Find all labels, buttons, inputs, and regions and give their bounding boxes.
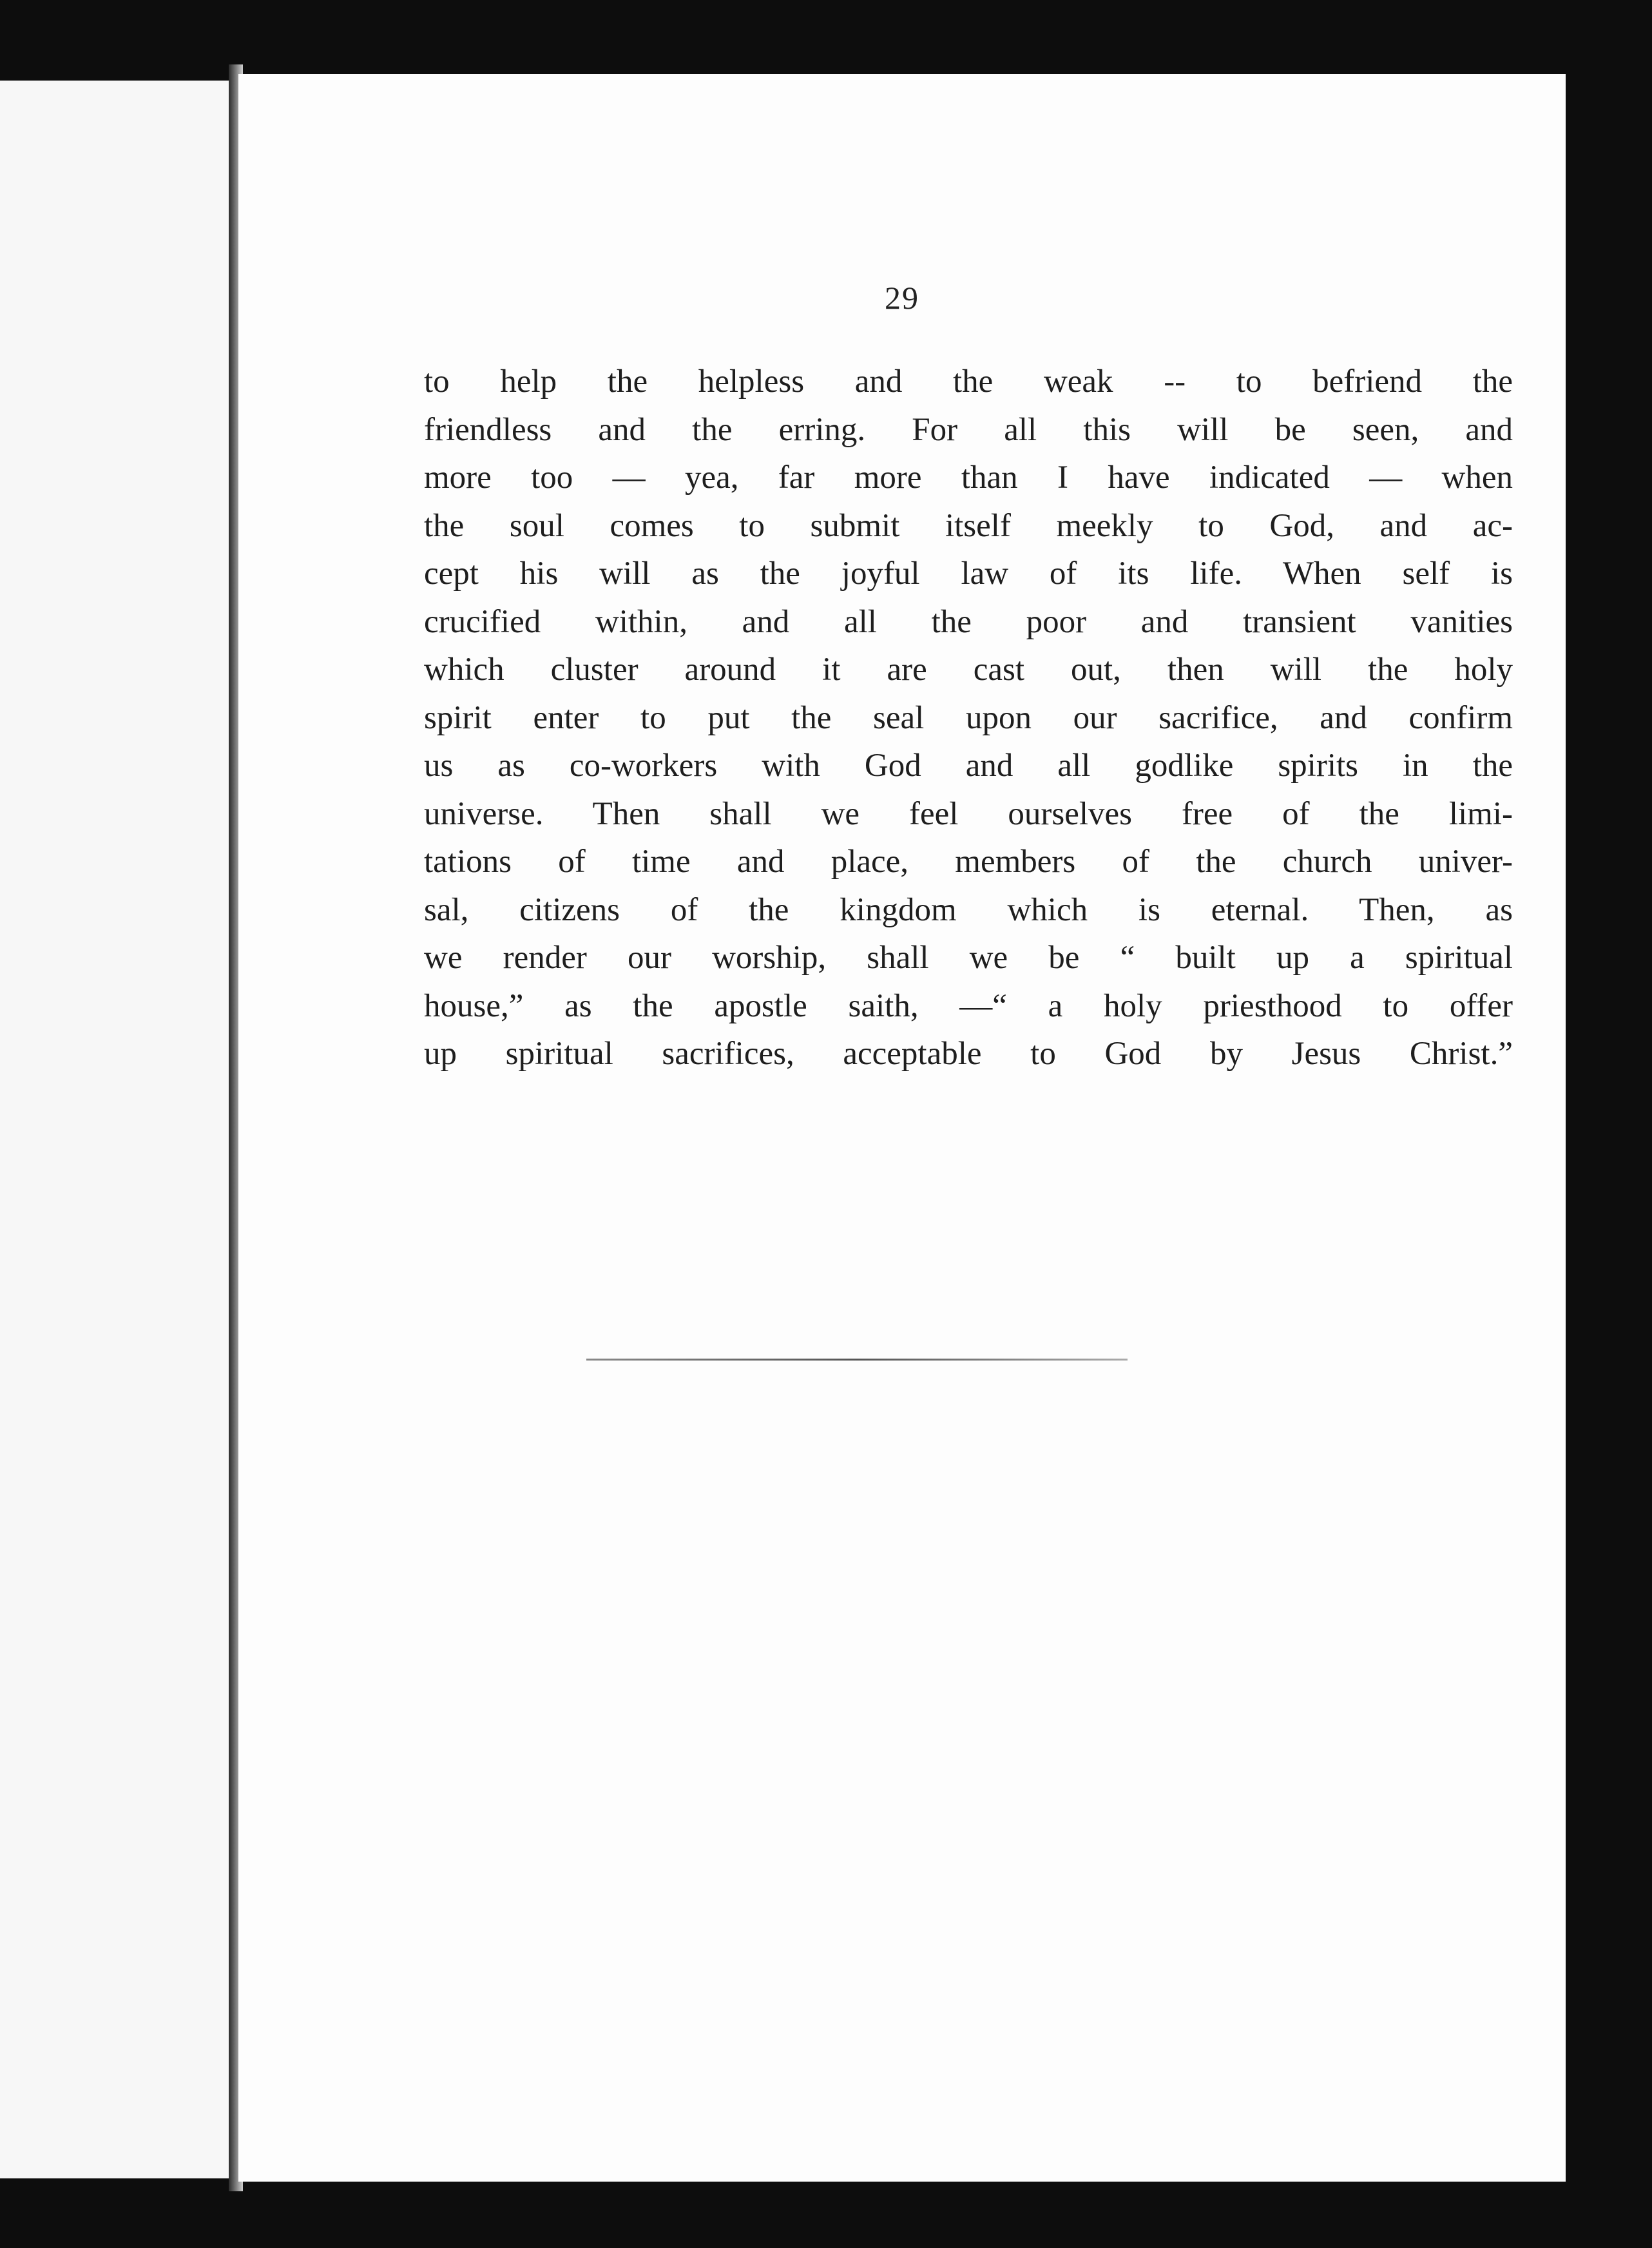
book-page [238, 74, 1566, 2182]
text-line: crucified within, and all the poor and transient vanities [424, 603, 1513, 640]
text-line: house,” as the apostle saith, —“ a holy priesthood to offer [424, 987, 1513, 1024]
facing-page-edge [0, 81, 234, 2178]
page-number: 29 [885, 280, 919, 316]
text-line: to help the helpless and the weak -- to befriend the [424, 363, 1513, 400]
section-end-rule [586, 1359, 1128, 1361]
text-line: which cluster around it are cast out, then will the holy [424, 652, 1513, 688]
text-line: the soul comes to submit itself meekly to God, and ac- [424, 507, 1513, 544]
text-line: more too — yea, far more than I have indicated — when [424, 460, 1513, 496]
text-line: cept his will as the joyful law of its life. When self is [424, 556, 1513, 592]
page-body-text [424, 358, 1513, 1078]
text-line: we render our worship, shall we be “ built up a spiritual [424, 940, 1513, 976]
text-line: sal, citizens of the kingdom which is eternal. Then, as [424, 891, 1513, 928]
text-line: us as co-workers with God and all godlike spirits in the [424, 748, 1513, 784]
text-line: up spiritual sacrifices, acceptable to God by Jesus Christ.” [424, 1036, 1513, 1072]
text-line: universe. Then shall we feel ourselves free of the limi- [424, 795, 1513, 832]
text-line: friendless and the erring. For all this will be seen, and [424, 411, 1513, 448]
text-line: tations of time and place, members of the church univer- [424, 844, 1513, 880]
text-line: spirit enter to put the seal upon our sacrifice, and confirm [424, 699, 1513, 736]
